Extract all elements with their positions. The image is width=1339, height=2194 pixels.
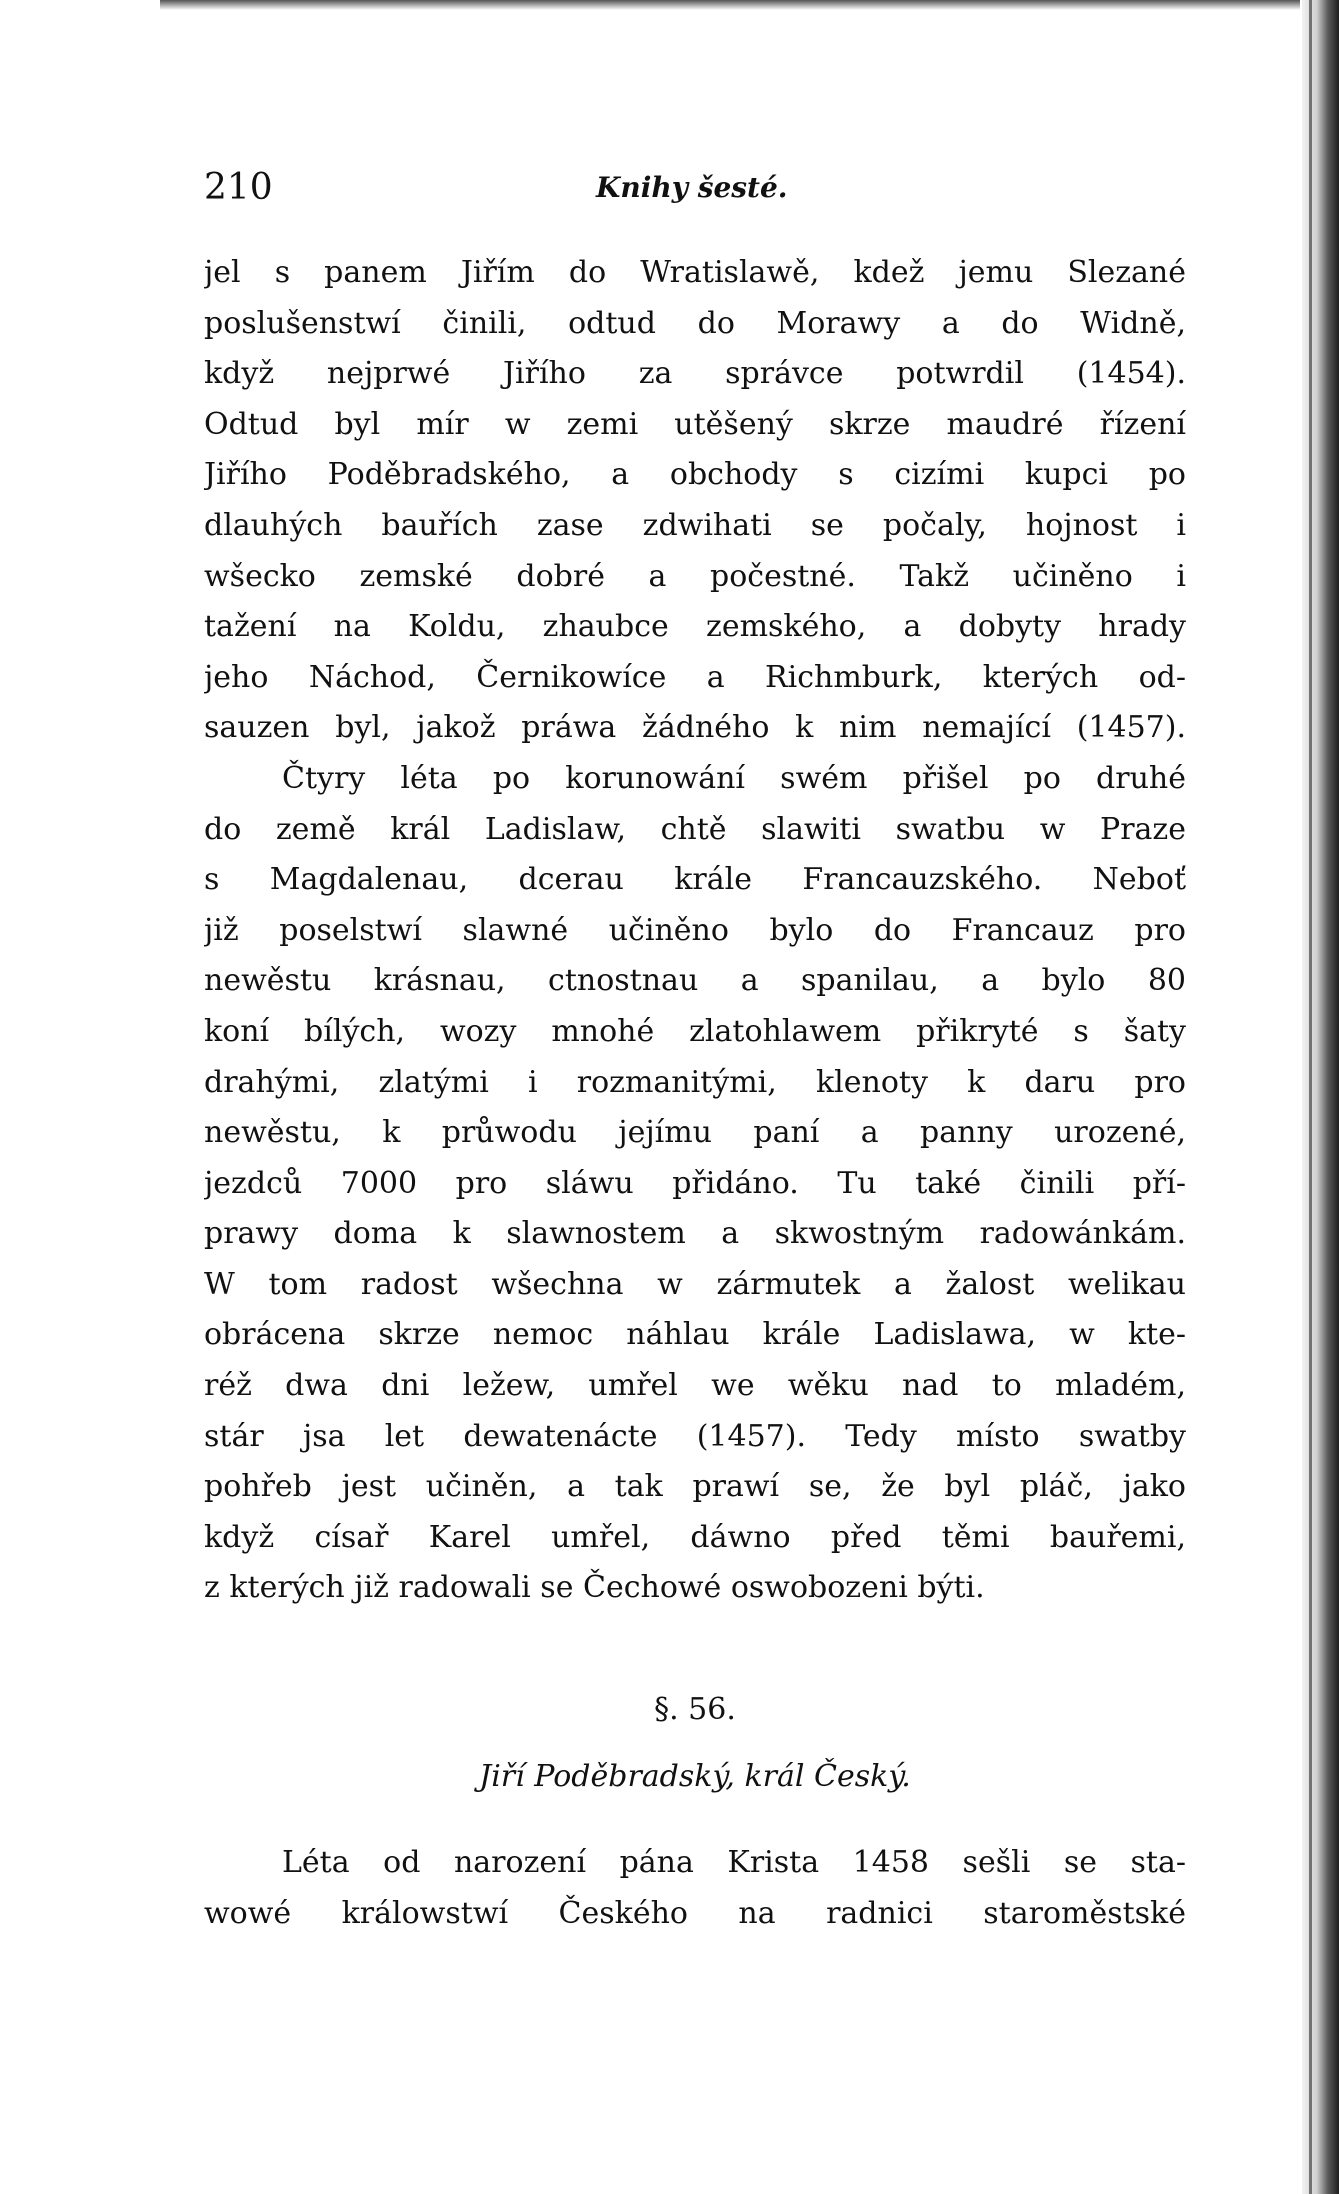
text-line: W tom radost wšechna w zármutek a žalost welikau bbox=[204, 1266, 1186, 1302]
text-line: Odtud byl mír w zemi utěšený skrze maudré řízení bbox=[204, 406, 1186, 442]
text-line: stár jsa let dewatenácte (1457). Tedy místo swatby bbox=[204, 1418, 1186, 1454]
text-line: newěstu, k průwodu jejímu paní a panny urozené, bbox=[204, 1115, 1186, 1151]
section-title: Jiří Poděbradský, král Český. bbox=[479, 1759, 911, 1794]
text-line: již poselstwí slawné učiněno bylo do Francauz pro bbox=[204, 912, 1186, 948]
main-text-block bbox=[204, 248, 1186, 1614]
text-line: dlauhých bauřích zase zdwihati se počaly, hojnost i bbox=[204, 507, 1186, 543]
text-line: Čtyry léta po korunowání swém přišel po druhé bbox=[282, 760, 1186, 796]
page-number: 210 bbox=[204, 167, 273, 208]
text-line: když císař Karel umřel, dáwno před těmi bauřemi, bbox=[204, 1519, 1186, 1555]
text-line: Léta od narození pána Krista 1458 sešli se sta- bbox=[282, 1845, 1186, 1880]
page-edge-line bbox=[1309, 0, 1312, 2194]
page-gutter-shadow bbox=[1302, 0, 1339, 2194]
text-line: do země král Ladislaw, chtě slawiti swatbu w Praze bbox=[204, 811, 1186, 847]
text-line: wowé králowstwí Českého na radnici staroměstské bbox=[204, 1895, 1186, 1931]
section-number: §. 56. bbox=[654, 1692, 736, 1727]
text-line: jezdců 7000 pro sláwu přidáno. Tu také činili pří- bbox=[204, 1165, 1186, 1201]
text-line: s Magdalenau, dcerau krále Francauzského. Neboť bbox=[204, 862, 1186, 898]
page-top-shadow bbox=[160, 0, 1300, 10]
running-head: Knihy šesté. bbox=[596, 171, 788, 204]
text-line: koní bílých, wozy mnohé zlatohlawem přikryté s šaty bbox=[204, 1013, 1186, 1049]
page-header bbox=[204, 160, 1204, 216]
text-line: jel s panem Jiřím do Wratislawě, kdež jemu Slezané bbox=[204, 255, 1186, 290]
text-line: jeho Náchod, Černikowíce a Richmburk, kterých od- bbox=[204, 659, 1186, 695]
text-line: Jiřího Poděbradského, a obchody s cizími kupci po bbox=[204, 457, 1186, 493]
text-line: prawy doma k slawnostem a skwostným radowánkám. bbox=[204, 1216, 1186, 1252]
text-line: z kterých již radowali se Čechowé oswobozeni býti. bbox=[204, 1570, 985, 1606]
text-line: newěstu krásnau, ctnostnau a spanilau, a bylo 80 bbox=[204, 963, 1186, 999]
section-text-block bbox=[204, 1838, 1186, 1939]
text-line: pohřeb jest učiněn, a tak prawí se, že byl pláč, jako bbox=[204, 1469, 1186, 1505]
text-line: drahými, zlatými i rozmanitými, klenoty k daru pro bbox=[204, 1064, 1186, 1100]
text-line: tažení na Koldu, zhaubce zemského, a dobyty hrady bbox=[204, 609, 1186, 645]
text-line: když nejprwé Jiřího za správce potwrdil (1454). bbox=[204, 356, 1186, 392]
text-line: sauzen byl, jakož práwa žádného k nim nemající (1457). bbox=[204, 710, 1186, 746]
text-line: wšecko zemské dobré a počestné. Takž učiněno i bbox=[204, 558, 1186, 594]
text-line: obrácena skrze nemoc náhlau krále Ladislawa, w kte- bbox=[204, 1317, 1186, 1353]
text-line: poslušenstwí činili, odtud do Morawy a do Widně, bbox=[204, 305, 1186, 341]
text-line: réž dwa dni ležew, umřel we wěku nad to mladém, bbox=[204, 1368, 1186, 1404]
